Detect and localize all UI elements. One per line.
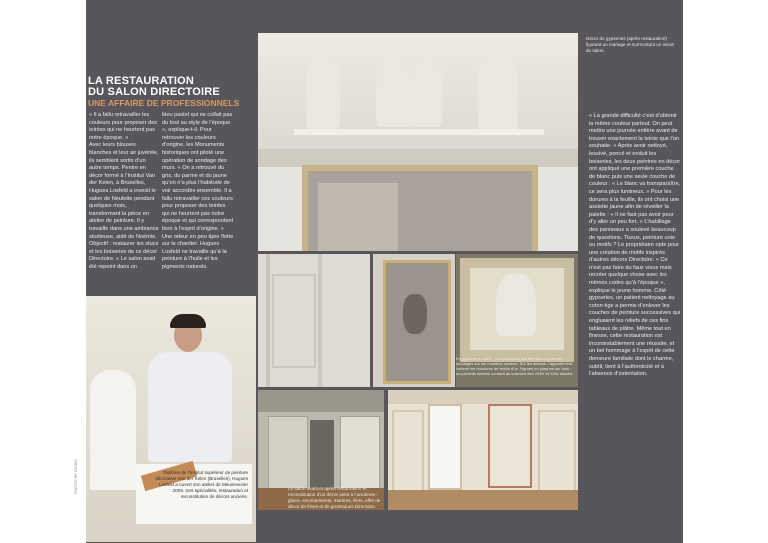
photo-credit: PHOTOS DR STUDIO	[74, 459, 78, 494]
photo-painter-portrait	[86, 296, 256, 542]
body-column-1: « Il a fallu retravailler les couleurs pour proposer des teintes qui ne heurtent pas notre époque. » Avec leurs blouses blanches et leur air juvénile, ils semblent sortis d’un autre temps. Pentre en décor formé à l’Institut Van der Kelen, à Bruxelles, Hugues Losfeld a investi le salon de Neulette pendant quelques mois, transformant la pièce en atelier de peinture. Il y travaille dans une ambiance studieuse, aidé de Noémie. Objectif : restaurer les stucs et les boiseries de ce décor Directoire. « Le salon avait été repeint dans un	[89, 112, 159, 270]
headline-line2: DU SALON DIRECTOIRE	[88, 86, 220, 98]
body-column-3: « La grande difficulté c’est d’obtenir la même couleur partout. On peut mettre une journée entière avant de trouver exactement la teinte que l’on souhaite. » Après avoir nettoyé, lessivé, poncé et enduit les boiseries, les deux peintres en décor ont appliqué une première couche de blanc puis une seule couche de couleur : « Le blanc va transparaître, ce sera plus lumineux. » Pour les dorures à la feuille, ils ont choisi une assiette jaune afin de réveiller la palette : « Il ne faut pas avoir peur d’y aller un peu fort. » L’habillage des panneaux a soulevé beaucoup de questions. Tissus, peinture unie ou motifs ? Le propriétaire opte pour une création de motifs inspirés d’autres décors Directoire. « Ce n’est pas faire du faux vieux mais recréer quelque chose avec les mêmes codes qu’à l’époque », explique le jeune homme. Côté gypseries, un patient nettoyage au coton-tige a permis d’enlever les couches de peinture successives qui engluaient les reliefs de ces fins tableaux de plâtre. Même tout en finesse, cette restauration est incontestablement une réussite, et un bel hommage à l’esprit de cette demeure familiale dont le charme, subtil, tient à l’authenticité et à l’absence d’ostentation.	[589, 113, 681, 378]
article-headline	[88, 76, 258, 108]
photo-stucco-mirror	[258, 33, 578, 251]
photo-gilded-mirror	[373, 254, 455, 387]
headline-subtitle: UNE AFFAIRE DE PROFESSIONNELS	[88, 98, 240, 108]
photo-wall-panel	[258, 254, 370, 387]
caption-salon: Le salon avant et après restauration et reconstitution d’un décor peint à l’ancienne : glacis, envoûtements, marbres, filets, effet de décor de frises et de grotesques Directoire.	[288, 486, 381, 509]
body-column-2: bleu pastel qui ne collait pas du tout au style de l’époque », explique-t-il. Pour retrouver les couleurs d’origine, les Monuments historiques ont piloté une opération de sondage des murs. « On a retrouvé du gris, du parme et du jaune qu’on n’a plus l’habitude de voir accordés ensemble. Il a fallu retravailler ces couleurs pour proposer des teintes qui ne heurtent pas notre époque et qui correspondent bien à l’esprit d’origine. » Une odeur en peu âpre flotte sur le chantier. Hugues Losfeld ne travaille qu’à la peinture à l’huile et les pigments naturels.	[162, 112, 234, 270]
caption-top-right: Décor de gypseries (après restauration) figurant un mariage et surmontant un miroir du salon.	[586, 36, 675, 53]
caption-portrait: Diplômé de l’Institut supérieur de peinture décorative Van der Kelen (Bruxelles), Hugues Losfeld a ouvert son atelier de Meuvevecier 2008. Ses spécialités, restauration et reconstitution de décors anciens.	[155, 470, 248, 499]
photo-restored-salon	[388, 390, 578, 510]
headline-line1: LA RESTAURATION	[88, 75, 195, 87]
caption-gypserie: En gypserie à droite : Les panneaux ont été faits d’après les moulages sur les modèles anciens. Sur les dessus, l’appartement comme les moulures de feuille d’or. Figures en plaques sur bois : un procédé devenu courant au tournant des XVIIe et XIXe siècles.	[456, 356, 574, 376]
